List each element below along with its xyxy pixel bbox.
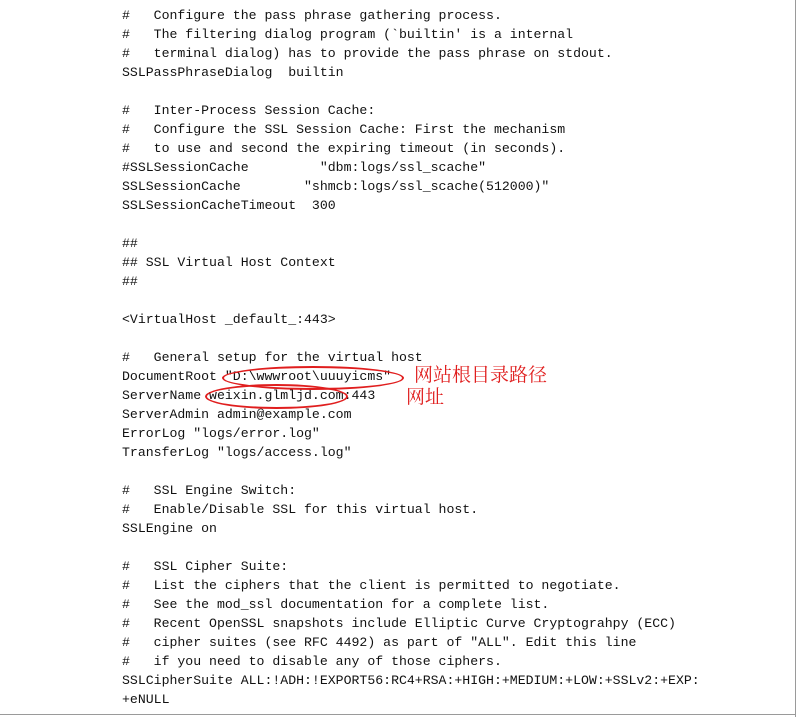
code-line: ## <box>122 274 138 289</box>
document-root-annotation: 网站根目录路径 <box>414 364 548 386</box>
code-line: # Configure the SSL Session Cache: First the mechanism <box>122 122 566 137</box>
code-line: # SSL Engine Switch: <box>122 483 297 498</box>
code-line: ServerAdmin admin@example.com <box>122 407 352 422</box>
code-line: # Recent OpenSSL snapshots include Elliptic Curve Cryptograhpy (ECC) <box>122 616 676 631</box>
document-root-line: DocumentRoot "D:\wwwroot\uuuyicms" <box>122 369 392 384</box>
window-edge-bottom <box>0 714 796 715</box>
code-line: # Configure the pass phrase gathering process. <box>122 8 502 23</box>
code-line: # See the mod_ssl documentation for a complete list. <box>122 597 550 612</box>
code-line: ## SSL Virtual Host Context <box>122 255 336 270</box>
code-line: SSLCipherSuite ALL:!ADH:!EXPORT56:RC4+RSA:+HIGH:+MEDIUM:+LOW:+SSLv2:+EXP: <box>122 673 700 688</box>
code-line: # terminal dialog) has to provide the pass phrase on stdout. <box>122 46 613 61</box>
code-line: # cipher suites (see RFC 4492) as part of "ALL". Edit this line <box>122 635 637 650</box>
server-name-line: ServerName weixin.glmljd.com:443 <box>122 388 376 403</box>
code-line: # The filtering dialog program (`builtin' is a internal <box>122 27 574 42</box>
code-line: SSLSessionCache "shmcb:logs/ssl_scache(512000)" <box>122 179 550 194</box>
code-line <box>122 291 700 310</box>
code-line: +eNULL <box>122 692 170 707</box>
code-line <box>122 82 700 101</box>
code-line: #SSLSessionCache "dbm:logs/ssl_scache" <box>122 160 487 175</box>
code-line: TransferLog "logs/access.log" <box>122 445 352 460</box>
code-line: # Inter-Process Session Cache: <box>122 103 376 118</box>
code-line <box>122 538 700 557</box>
window-edge-right <box>795 0 796 717</box>
server-name-annotation: 网址 <box>406 386 445 408</box>
code-line <box>122 462 700 481</box>
code-line: SSLPassPhraseDialog builtin <box>122 65 344 80</box>
code-line: # if you need to disable any of those ciphers. <box>122 654 502 669</box>
code-line: <VirtualHost _default_:443> <box>122 312 336 327</box>
config-text[interactable] <box>122 6 700 709</box>
code-line <box>122 215 700 234</box>
code-line: ## <box>122 236 138 251</box>
code-line: # SSL Cipher Suite: <box>122 559 289 574</box>
code-line: # to use and second the expiring timeout (in seconds). <box>122 141 566 156</box>
code-line: # List the ciphers that the client is permitted to negotiate. <box>122 578 621 593</box>
code-line: SSLEngine on <box>122 521 217 536</box>
code-line: # Enable/Disable SSL for this virtual host. <box>122 502 479 517</box>
code-line <box>122 329 700 348</box>
code-line: # General setup for the virtual host <box>122 350 423 365</box>
server-name-highlight-ellipse <box>205 384 348 409</box>
code-line: ErrorLog "logs/error.log" <box>122 426 320 441</box>
code-line: SSLSessionCacheTimeout 300 <box>122 198 336 213</box>
